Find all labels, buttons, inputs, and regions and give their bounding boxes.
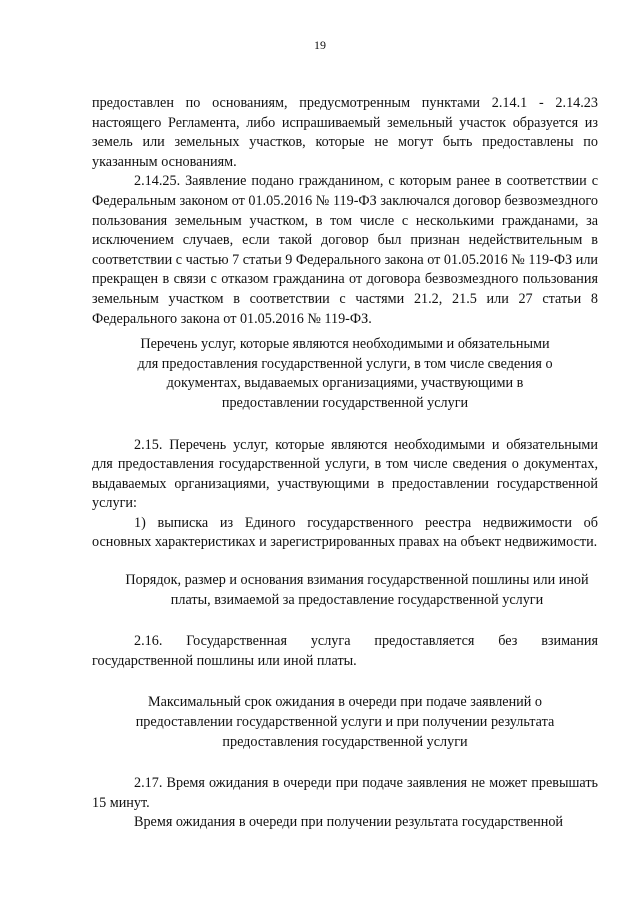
- paragraph-continuation: предоставлен по основаниям, предусмотренным пунктами 2.14.1 - 2.14.23 настоящего Регламента, либо испрашиваемый земельный участок образуется из земель или земельных участков, которые не могут быть предоставлены по указанным основаниям.: [92, 95, 598, 170]
- paragraph-2-17: 2.17. Время ожидания в очереди при подаче заявления не может превышать 15 минут.: [92, 775, 598, 811]
- paragraph-2-15-item-1: 1) выписка из Единого государственного реестра недвижимости об основных характеристиках и зарегистрированных правах на объект недвижимости.: [92, 514, 598, 551]
- paragraph-2-15: 2.15. Перечень услуг, которые являются необходимыми и обязательными для предоставления государственной услуги, в том числе сведения о документах, выдаваемых организациями, участвующими в предоставлении государственной услуги:: [92, 436, 598, 512]
- paragraph-2-16: 2.16. Государственная услуга предоставляется без взимания государственной пошлины или иной платы.: [92, 633, 598, 669]
- section-heading-wait: Максимальный срок ожидания в очереди при подаче заявлений о предоставлении государственной услуги и при получении результата предоставления государственной услуги: [135, 694, 555, 750]
- page-number: 19: [314, 38, 326, 52]
- paragraph-2-17-continued: Время ожидания в очереди при получении результата государственной: [134, 814, 564, 831]
- section-heading-services: Перечень услуг, которые являются необходимыми и обязательными для предоставления государственной услуги, в том числе сведения о документах, выдаваемых организациями, участвующими в предоставлении государственной услуги: [137, 336, 553, 411]
- paragraph-2-14-25: 2.14.25. Заявление подано гражданином, с которым ранее в соответствии с Федеральным законом от 01.05.2016 № 119-ФЗ заключался договор безвозмездного пользования земельным участком, в том числе с несколькими гражданами, за исключением случаев, если такой договор был признан недействительным в соответствии с частью 7 статьи 9 Федерального закона от 01.05.2016 № 119-ФЗ или прекращен в связи с отказом гражданина от договора безвозмездного пользования земельным участком в соответствии с частями 21.2, 21.5 или 27 статьи 8 Федерального закона от 01.05.2016 № 119-ФЗ.: [92, 173, 598, 327]
- document-body: [92, 94, 598, 833]
- section-heading-fee: Порядок, размер и основания взимания государственной пошлины или иной платы, взимаемой за предоставление государственной услуги: [125, 572, 589, 608]
